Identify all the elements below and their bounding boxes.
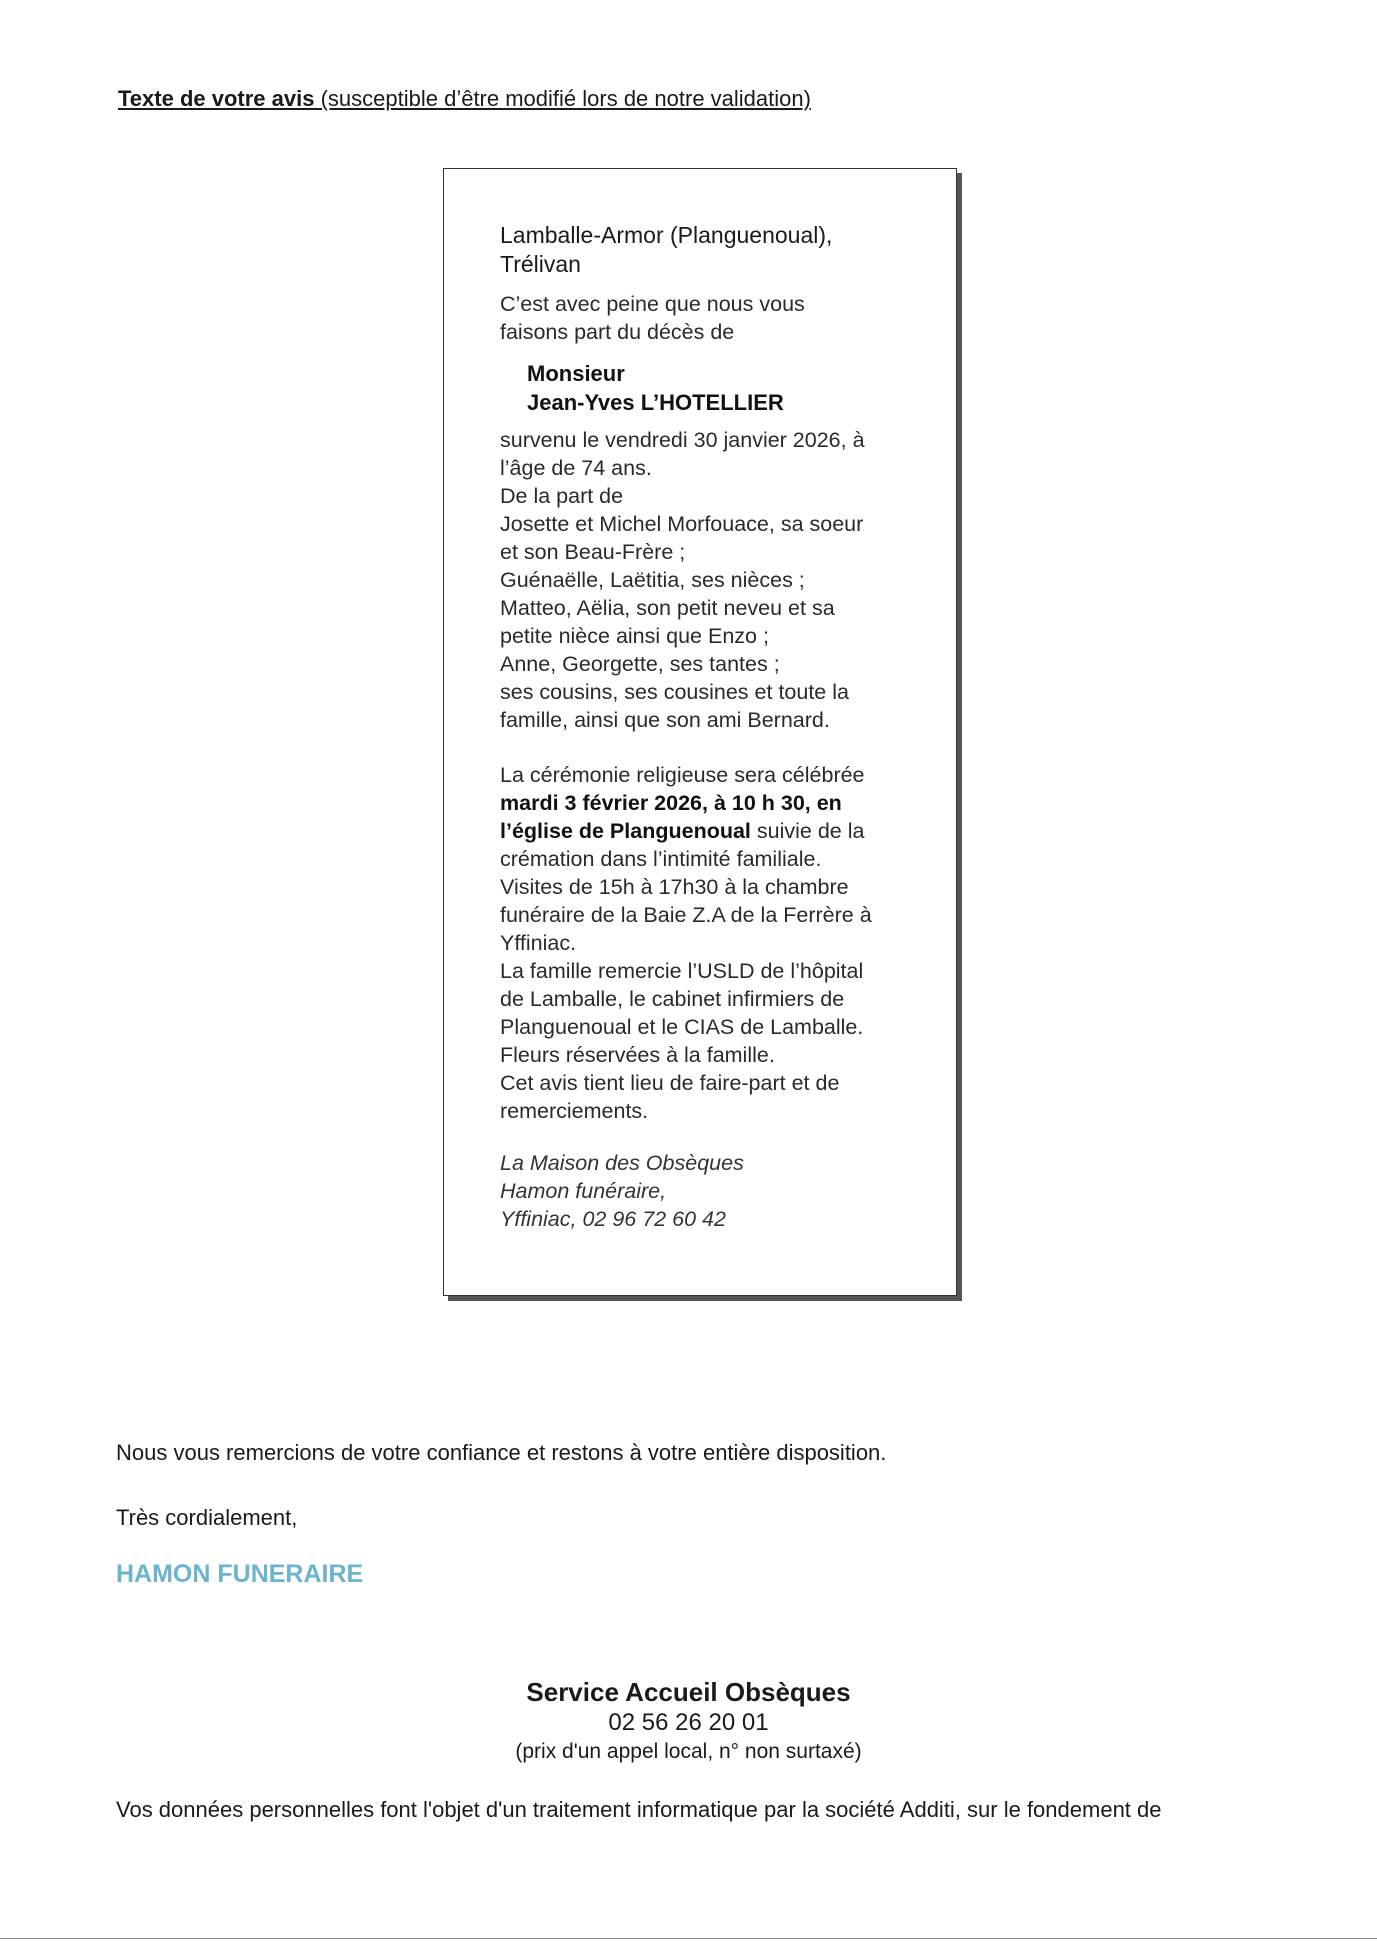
signature-line: La Maison des Obsèques <box>500 1151 744 1175</box>
ceremony-line: Cet avis tient lieu de faire-part et de <box>500 1071 840 1095</box>
deceased-name: Jean-Yves L’HOTELLIER <box>527 390 784 415</box>
notice-body-line: Josette et Michel Morfouace, sa soeur <box>500 512 864 536</box>
ceremony-place-line <box>500 817 932 845</box>
ceremony-line: Planguenoual et le CIAS de Lamballe. <box>500 1015 864 1039</box>
company-name: HAMON FUNERAIRE <box>116 1560 364 1588</box>
ceremony-place: l’église de Planguenoual <box>500 819 751 843</box>
notice-heading-bold: Texte de votre avis <box>118 86 315 111</box>
notice-body-line: Anne, Georgette, ses tantes ; <box>500 652 780 676</box>
notice-body-line: Guénaëlle, Laëtitia, ses nièces ; <box>500 568 805 592</box>
notice-body-line: survenu le vendredi 30 janvier 2026, à <box>500 428 865 452</box>
death-notice-box <box>443 168 957 1296</box>
notice-intro <box>500 290 932 346</box>
ceremony-paragraph <box>500 761 932 1125</box>
notice-body-line: ses cousins, ses cousines et toute la <box>500 680 849 704</box>
notice-intro-line: C’est avec peine que nous vous <box>500 292 805 316</box>
notice-location-line: Trélivan <box>500 251 581 277</box>
notice-heading-note: (susceptible d’être modifié lors de notre validation) <box>314 86 811 111</box>
thanks-text: Nous vous remercions de votre confiance et restons à votre entière disposition. <box>116 1440 887 1465</box>
ceremony-date: mardi 3 février 2026, à 10 h 30, en <box>500 791 842 815</box>
notice-location <box>500 221 932 279</box>
privacy-text: Vos données personnelles font l'objet d'un traitement informatique par la société Additi, sur le fondement de <box>116 1797 1162 1822</box>
ceremony-line: La cérémonie religieuse sera célébrée <box>500 763 865 787</box>
notice-body-line: famille, ainsi que son ami Bernard. <box>500 708 830 732</box>
ceremony-line: remerciements. <box>500 1099 649 1123</box>
ceremony-line: La famille remercie l’USLD de l’hôpital <box>500 959 864 983</box>
ceremony-line: Fleurs réservées à la famille. <box>500 1043 775 1067</box>
signature-line: Yffiniac, 02 96 72 60 42 <box>500 1207 726 1231</box>
notice-body-line: De la part de <box>500 484 624 508</box>
service-note: (prix d'un appel local, n° non surtaxé) <box>515 1740 862 1763</box>
service-contact-block <box>0 1676 1377 1766</box>
ceremony-line: funéraire de la Baie Z.A de la Ferrère à <box>500 903 872 927</box>
bottom-divider <box>0 1938 1377 1939</box>
notice-body-line: Matteo, Aëlia, son petit neveu et sa <box>500 596 835 620</box>
service-phone: 02 56 26 20 01 <box>608 1709 769 1736</box>
ceremony-line: Yffiniac. <box>500 931 577 955</box>
notice-body-line: l’âge de 74 ans. <box>500 456 652 480</box>
regards-text: Très cordialement, <box>116 1505 298 1530</box>
ceremony-line: de Lamballe, le cabinet infirmiers de <box>500 987 845 1011</box>
notice-location-line: Lamballe-Armor (Planguenoual), <box>500 222 833 248</box>
death-notice-content <box>500 221 932 1233</box>
deceased-name-block <box>500 359 932 417</box>
ceremony-place-after: suivie de la <box>750 819 865 843</box>
service-title: Service Accueil Obsèques <box>526 1677 851 1707</box>
notice-heading <box>118 86 811 112</box>
ceremony-line: Visites de 15h à 17h30 à la chambre <box>500 875 849 899</box>
notice-signature <box>500 1149 932 1233</box>
notice-family-paragraph <box>500 426 932 734</box>
notice-intro-line: faisons part du décès de <box>500 320 735 344</box>
notice-body-line: petite nièce ainsi que Enzo ; <box>500 624 769 648</box>
ceremony-line: crémation dans l’intimité familiale. <box>500 847 822 871</box>
notice-body-line: et son Beau-Frère ; <box>500 540 686 564</box>
signature-line: Hamon funéraire, <box>500 1179 667 1203</box>
deceased-title: Monsieur <box>527 361 625 386</box>
